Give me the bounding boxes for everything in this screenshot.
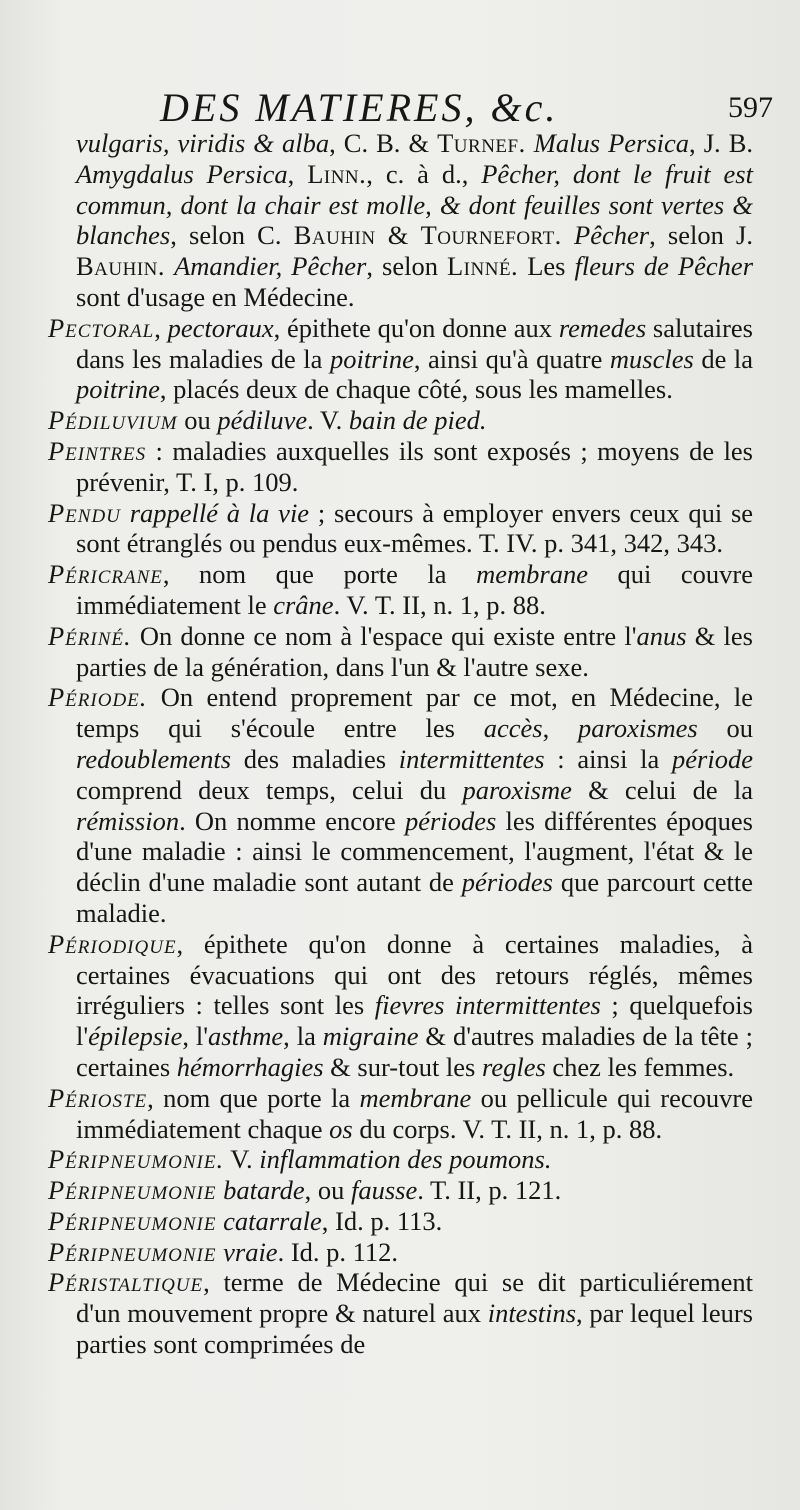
entry-text: & — [375, 220, 421, 251]
entry-text: rappellé à la vie — [129, 497, 310, 528]
entry-text: des maladies — [231, 743, 399, 774]
entry-headword: Péripneumonie — [48, 1205, 217, 1236]
entry-text: , terme de Médecine qui se dit particuliérement d'un mouvement propre & naturel aux — [76, 1267, 753, 1329]
entry-text: , selon — [366, 251, 447, 282]
page-number: 597 — [728, 91, 773, 124]
entry-text: intestins — [487, 1298, 577, 1329]
entry-text: rémission — [76, 805, 180, 836]
entry-headword: Périodique — [48, 928, 177, 959]
entry-headword: Pendu — [48, 497, 121, 528]
entry-headword: Péripneumonie. — [48, 1144, 225, 1175]
entry-text: hémorrhagies — [176, 1051, 324, 1082]
entry-text: , par lequel leurs parties sont comprimées de — [76, 1298, 753, 1360]
entry-text — [526, 128, 534, 158]
entry-text: anus — [636, 620, 687, 651]
entry-text: Pêcher, dont le fruit est commun, dont la chair est molle, & dont feuilles sont vertes & blanches — [76, 158, 753, 251]
entry-text: . V. T. II, n. 1, p. 88. — [333, 589, 546, 620]
entry-text: On entend proprement par ce mot, en Médecine, le temps qui s'écoule entre les — [76, 682, 753, 744]
entry-text: membrane — [359, 1082, 472, 1113]
entry-text: comprend deux temps, celui du — [76, 774, 463, 805]
entry-headword: Périné. — [48, 620, 132, 651]
entry-text: fievres intermittentes — [374, 990, 601, 1021]
entry-text: accès — [483, 713, 543, 744]
entry-text: redoublements — [76, 743, 232, 774]
entry-text: , c. à d., — [366, 158, 482, 189]
entry-headword: Pédiluvium — [48, 405, 178, 436]
entry-text: Amygdalus Persica — [76, 158, 288, 189]
entry-text: paroxisme — [462, 774, 572, 805]
entry-text: sont d'usage en Médecine. — [76, 281, 355, 312]
entry-text: catarrale — [223, 1205, 322, 1236]
entry-text: & sur-tout les — [323, 1051, 482, 1082]
entry-text: crâne — [273, 589, 334, 620]
entry-text: paroxismes — [578, 713, 698, 744]
index-entry — [48, 498, 753, 560]
entry-text: , la — [283, 1021, 323, 1052]
entry-text: les différentes époques d'une maladie : ainsi le commencement, l'augment, l'état & le déclin d'une maladie sont autant de — [76, 805, 753, 898]
entry-text: asthme — [208, 1021, 284, 1052]
entry-text: Bauhin — [293, 220, 376, 251]
entry-text: Pêcher — [574, 220, 650, 251]
index-entry — [48, 436, 753, 498]
entry-text: muscles — [609, 343, 694, 374]
entry-text — [121, 498, 130, 528]
entry-text: ou — [177, 405, 218, 436]
entry-text: Amandier, Pêcher — [174, 251, 367, 282]
entry-text: batarde — [223, 1175, 305, 1206]
entry-text: bain de pied. — [348, 405, 487, 436]
entry-text: . Id. p. 112. — [277, 1236, 399, 1267]
entry-text: , ainsi qu'à quatre — [413, 343, 610, 374]
entry-text: que parcourt cette maladie. — [76, 867, 753, 928]
entry-text — [165, 251, 174, 281]
entry-text: , l' — [182, 1021, 209, 1052]
index-entry — [48, 1083, 753, 1145]
entry-text: & d'autres maladies de la tête ; certaines — [76, 1021, 753, 1082]
index-entry — [48, 559, 753, 621]
entry-text: : maladies auxquelles ils sont exposés ; moyens de les prévenir, T. I, p. 109. — [76, 435, 753, 497]
entry-text: périodes — [461, 867, 553, 898]
entry-text: : ainsi la — [544, 743, 673, 774]
running-title: DES MATIERES, &c. — [160, 85, 559, 130]
entry-text: pectoraux — [167, 312, 274, 343]
entry-text: , — [287, 158, 308, 189]
entry-text: , épithete qu'on donne à certaines maladies, à certaines évacuations qui ont des retours réglés, mêmes irréguliers : telles sont les — [76, 928, 753, 1021]
index-entry — [48, 682, 753, 928]
entry-text: , C. B. & — [329, 128, 438, 158]
entry-headword: Péripneumonie — [48, 1236, 217, 1267]
entry-text: poitrine — [76, 374, 160, 405]
entry-text: Linné. — [446, 251, 519, 282]
entry-text: , — [542, 713, 578, 744]
entry-text: , placés deux de chaque côté, sous les mamelles. — [159, 374, 673, 405]
entry-text: , — [154, 312, 168, 343]
entry-text: , selon J. — [649, 220, 753, 251]
entry-text: inflammation des poumons. — [259, 1144, 552, 1175]
entry-text: ; secours à employer envers ceux qui se sont étranglés ou pendus eux-mêmes. T. IV. p. 341, 342, 343. — [76, 497, 754, 559]
entry-text: , selon C. — [170, 220, 294, 251]
entry-text — [562, 220, 574, 250]
running-header — [160, 86, 775, 130]
entry-text: vraie — [223, 1236, 278, 1267]
entry-headword: Péricrane — [48, 559, 163, 590]
entry-text: , Id. p. 113. — [321, 1205, 443, 1236]
entry-text: intermittentes — [398, 743, 545, 774]
entry-text: pédiluve — [217, 405, 308, 436]
entry-text: regles — [482, 1051, 546, 1082]
entry-text: Bauhin. — [76, 251, 166, 282]
entry-text: salutaires dans les maladies de la — [76, 312, 753, 374]
entry-text: ou pellicule qui recouvre immédiatement chaque — [76, 1082, 753, 1144]
entry-text: vulgaris, viridis & alba — [76, 128, 330, 158]
entry-text: fausse — [350, 1175, 418, 1206]
entry-text: Les — [518, 251, 575, 282]
entry-text: ou — [697, 713, 754, 744]
entry-text: périodes — [405, 805, 497, 836]
entry-headword: Péristaltique — [48, 1267, 204, 1298]
entry-text: & celui de la — [571, 774, 753, 805]
entry-text: V. — [224, 1144, 260, 1175]
entry-text: remedes — [558, 312, 647, 343]
entry-text: , épithete qu'on donne aux — [273, 312, 559, 343]
index-entries — [48, 128, 753, 1360]
index-entry — [48, 621, 753, 683]
entry-text: épilepsie — [88, 1021, 183, 1052]
entry-headword: Période. — [48, 682, 148, 713]
entry-text: , nom que porte la — [162, 559, 477, 590]
index-entry — [48, 1237, 753, 1268]
entry-text: , ou — [304, 1175, 351, 1206]
index-entry — [48, 929, 753, 1083]
entry-text: du corps. V. T. II, n. 1, p. 88. — [352, 1113, 663, 1144]
entry-text: , nom que porte la — [147, 1082, 360, 1113]
entry-headword: Peintres — [48, 435, 147, 466]
entry-text: & les parties de la génération, dans l'un & l'autre sexe. — [76, 620, 753, 682]
index-entry — [48, 313, 753, 405]
index-entry — [48, 1267, 753, 1359]
entry-text: Malus Persica — [533, 128, 690, 158]
entry-text: fleurs de Pêcher — [574, 251, 754, 282]
entry-text: On donne ce nom à l'espace qui existe entre l' — [131, 620, 637, 651]
entry-text: Turnef. — [437, 128, 526, 158]
entry-text: membrane — [476, 559, 588, 590]
index-entry — [48, 1206, 753, 1237]
index-entry — [48, 128, 753, 313]
entry-text: poitrine — [329, 343, 414, 374]
entry-text: . T. II, p. 121. — [417, 1175, 562, 1206]
entry-text: chez les femmes. — [545, 1051, 735, 1082]
entry-text: Tournefort. — [420, 220, 562, 251]
entry-text: période — [672, 743, 753, 774]
entry-headword: Péripneumonie — [48, 1175, 217, 1206]
entry-text: de la — [693, 343, 753, 374]
entry-text: , J. B. — [689, 128, 753, 158]
entry-text: Linn. — [307, 158, 367, 189]
entry-text: . On nomme encore — [179, 805, 406, 836]
entry-text: . V. — [307, 405, 349, 436]
entry-text: ; quelquefois l' — [76, 990, 753, 1052]
entry-text: os — [329, 1113, 353, 1144]
index-entry — [48, 1144, 753, 1175]
entry-text: migraine — [322, 1021, 419, 1052]
entry-headword: Pectoral — [48, 312, 155, 343]
index-entry — [48, 405, 753, 436]
index-entry — [48, 1175, 753, 1206]
entry-headword: Périoste — [48, 1082, 148, 1113]
entry-text: qui couvre immédiatement le — [76, 559, 753, 620]
